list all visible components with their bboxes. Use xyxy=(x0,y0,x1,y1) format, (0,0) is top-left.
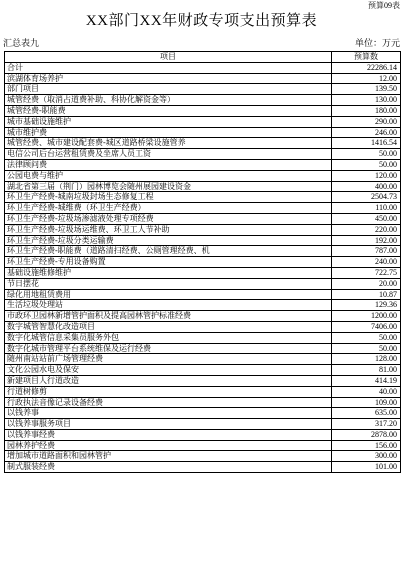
table-row xyxy=(5,95,401,106)
amount-cell: 10.87 xyxy=(332,289,401,300)
amount-cell: 1200.00 xyxy=(332,311,401,322)
table-header xyxy=(5,52,401,63)
amount-cell: 20.00 xyxy=(332,278,401,289)
budget-table xyxy=(4,51,401,473)
item-name-cell: 数字化城市管理平台系统维保及运行经费 xyxy=(5,343,332,354)
table-row xyxy=(5,213,401,224)
table-row xyxy=(5,462,401,473)
amount-cell: 180.00 xyxy=(332,105,401,116)
amount-cell: 414.19 xyxy=(332,375,401,386)
amount-cell: 50.00 xyxy=(332,159,401,170)
table-row xyxy=(5,278,401,289)
amount-cell: 1416.54 xyxy=(332,138,401,149)
unit-label: 单位：万元 xyxy=(354,38,400,48)
amount-cell: 129.36 xyxy=(332,300,401,311)
item-name-cell: 城市维护费 xyxy=(5,127,332,138)
amount-cell: 7406.00 xyxy=(332,321,401,332)
amount-cell: 22286.14 xyxy=(332,62,401,73)
item-name-cell: 以钱养事经费 xyxy=(5,429,332,440)
table-row xyxy=(5,246,401,257)
table-row xyxy=(5,365,401,376)
table-row xyxy=(5,84,401,95)
table-row xyxy=(5,419,401,430)
amount-cell: 240.00 xyxy=(332,257,401,268)
item-name-cell: 滨湖体育场养护 xyxy=(5,73,332,84)
item-name-cell: 以钱养事服务项目 xyxy=(5,419,332,430)
amount-cell: 12.00 xyxy=(332,73,401,84)
amount-cell: 2878.00 xyxy=(332,429,401,440)
amount-cell: 246.00 xyxy=(332,127,401,138)
amount-cell: 139.50 xyxy=(332,84,401,95)
amount-cell: 130.00 xyxy=(332,95,401,106)
page-title: XX部门XX年财政专项支出预算表 xyxy=(85,13,318,29)
item-name-cell: 行道树修剪 xyxy=(5,386,332,397)
amount-cell: 81.00 xyxy=(332,365,401,376)
table-row xyxy=(5,170,401,181)
amount-cell: 787.00 xyxy=(332,246,401,257)
table-row xyxy=(5,429,401,440)
table-row xyxy=(5,203,401,214)
table-row xyxy=(5,354,401,365)
item-name-cell: 随州南站站前广场管理经费 xyxy=(5,354,332,365)
amount-cell: 290.00 xyxy=(332,116,401,127)
amount-cell: 110.00 xyxy=(332,203,401,214)
item-name-cell: 园林养护经费 xyxy=(5,440,332,451)
item-name-cell: 湖北省第三届（荆门）园林博览会随州展园建设资金 xyxy=(5,181,332,192)
table-body xyxy=(5,62,401,472)
table-row xyxy=(5,235,401,246)
item-name-cell: 环卫生产经费-城南垃圾封场生态修复工程 xyxy=(5,192,332,203)
item-name-cell: 以钱养事 xyxy=(5,408,332,419)
amount-cell: 317.20 xyxy=(332,419,401,430)
amount-cell: 156.00 xyxy=(332,440,401,451)
table-row xyxy=(5,181,401,192)
item-name-cell: 城管经费-职能费 xyxy=(5,105,332,116)
table-row xyxy=(5,397,401,408)
item-name-cell: 公园电费与维护 xyxy=(5,170,332,181)
table-row xyxy=(5,257,401,268)
amount-cell: 128.00 xyxy=(332,354,401,365)
item-name-cell: 市政环卫园林新增管护面积及提高园林管护标准经费 xyxy=(5,311,332,322)
table-row xyxy=(5,386,401,397)
item-name-cell: 行政执法音像记录设备经费 xyxy=(5,397,332,408)
amount-cell: 40.00 xyxy=(332,386,401,397)
amount-cell: 109.00 xyxy=(332,397,401,408)
table-row xyxy=(5,375,401,386)
item-name-cell: 城管经费（取消占道费补助、科协化解资金等） xyxy=(5,95,332,106)
item-name-cell: 环卫生产经费-垃圾场运维费、环卫工人节补助 xyxy=(5,224,332,235)
item-name-cell: 环卫生产经费-专用设备购置 xyxy=(5,257,332,268)
amount-cell: 101.00 xyxy=(332,462,401,473)
item-name-cell: 数字化城管信息采集员服务外包 xyxy=(5,332,332,343)
item-name-cell: 合计 xyxy=(5,62,332,73)
amount-cell: 50.00 xyxy=(332,343,401,354)
table-row xyxy=(5,343,401,354)
item-name-cell: 环卫生产经费-职能费（道路清扫经费、公厕管理经费、机 xyxy=(5,246,332,257)
table-row xyxy=(5,300,401,311)
amount-cell: 220.00 xyxy=(332,224,401,235)
amount-cell: 300.00 xyxy=(332,451,401,462)
table-row xyxy=(5,105,401,116)
table-row xyxy=(5,127,401,138)
item-name-cell: 城市基础设施维护 xyxy=(5,116,332,127)
amount-cell: 50.00 xyxy=(332,332,401,343)
table-row xyxy=(5,159,401,170)
amount-cell: 192.00 xyxy=(332,235,401,246)
item-name-cell: 文化公园水电及保安 xyxy=(5,365,332,376)
table-row xyxy=(5,408,401,419)
item-name-cell: 环卫生产经费-垃圾场渗滤液处理专项经费 xyxy=(5,213,332,224)
item-name-cell: 环卫生产经费-城维费（环卫生产经费） xyxy=(5,203,332,214)
amount-cell: 450.00 xyxy=(332,213,401,224)
table-row xyxy=(5,267,401,278)
form-number-label: 预算09表 xyxy=(368,1,400,10)
item-name-cell: 环卫生产经费-垃圾分类运输费 xyxy=(5,235,332,246)
item-name-cell: 生活垃圾处理站 xyxy=(5,300,332,311)
table-row xyxy=(5,289,401,300)
amount-cell: 2504.73 xyxy=(332,192,401,203)
item-name-cell: 绿化用地租赁费用 xyxy=(5,289,332,300)
item-name-cell: 电信公司后台运营租赁费及坐席人员工资 xyxy=(5,149,332,160)
table-row xyxy=(5,311,401,322)
item-name-cell: 部门项目 xyxy=(5,84,332,95)
table-row xyxy=(5,149,401,160)
amount-cell: 400.00 xyxy=(332,181,401,192)
item-name-cell: 新建项目人行道改造 xyxy=(5,375,332,386)
item-name-cell: 基础设施维修维护 xyxy=(5,267,332,278)
header-row xyxy=(5,52,401,63)
table-row xyxy=(5,138,401,149)
amount-cell: 635.00 xyxy=(332,408,401,419)
table-row xyxy=(5,224,401,235)
item-name-cell: 节日摆花 xyxy=(5,278,332,289)
amount-cell: 722.75 xyxy=(332,267,401,278)
item-name-cell: 数字城管智慧化改造项目 xyxy=(5,321,332,332)
table-row xyxy=(5,332,401,343)
item-name-cell: 城管经费、城市建设配套费-城区道路桥梁设施管养 xyxy=(5,138,332,149)
table-row xyxy=(5,192,401,203)
item-name-cell: 制式服装经费 xyxy=(5,462,332,473)
item-name-cell: 法律顾问费 xyxy=(5,159,332,170)
table-row xyxy=(5,73,401,84)
amount-cell: 120.00 xyxy=(332,170,401,181)
total-row xyxy=(5,62,401,73)
table-row xyxy=(5,321,401,332)
column-header-item: 项目 xyxy=(5,52,332,63)
amount-cell: 50.00 xyxy=(332,149,401,160)
table-row xyxy=(5,440,401,451)
table-row xyxy=(5,451,401,462)
column-header-amount: 预算数 xyxy=(332,52,401,63)
item-name-cell: 增加城市道路面积和园林管护 xyxy=(5,451,332,462)
summary-table-label: 汇总表九 xyxy=(3,38,40,48)
table-row xyxy=(5,116,401,127)
